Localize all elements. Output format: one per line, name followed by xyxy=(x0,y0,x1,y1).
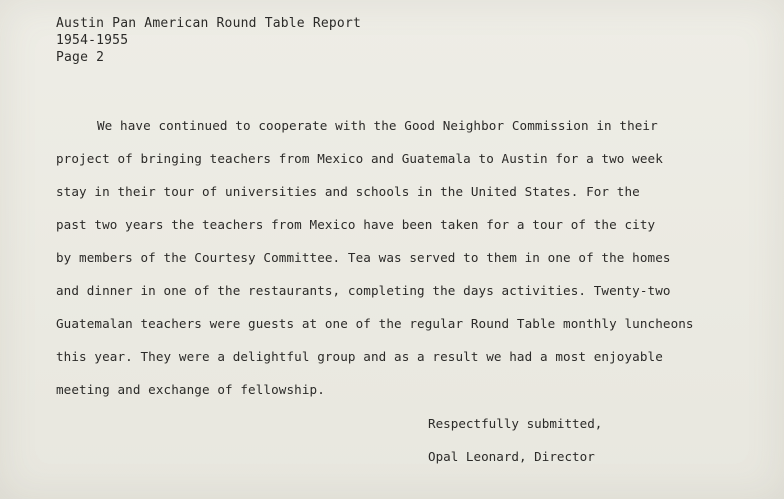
report-years: 1954-1955 xyxy=(56,33,129,48)
body-line: past two years the teachers from Mexico have been taken for a tour of the city xyxy=(56,217,656,232)
closing-salutation: Respectfully submitted, xyxy=(428,416,603,431)
report-header xyxy=(56,15,361,66)
page-number: Page 2 xyxy=(56,50,105,65)
body-line: project of bringing teachers from Mexico and Guatemala to Austin for a two week xyxy=(56,151,663,166)
body-line: stay in their tour of universities and schools in the United States. For the xyxy=(56,184,640,199)
closing-block xyxy=(428,414,602,480)
body-line: Guatemalan teachers were guests at one of the regular Round Table monthly luncheons xyxy=(56,316,694,331)
signature-line: Opal Leonard, Director xyxy=(428,449,595,464)
body-paragraph xyxy=(56,116,746,413)
body-line: and dinner in one of the restaurants, completing the days activities. Twenty-two xyxy=(56,283,671,298)
body-line: We have continued to cooperate with the Good Neighbor Commission in their xyxy=(97,118,658,133)
body-line: meeting and exchange of fellowship. xyxy=(56,382,325,397)
body-line: by members of the Courtesy Committee. Tea was served to them in one of the homes xyxy=(56,250,671,265)
body-line: this year. They were a delightful group and as a result we had a most enjoyable xyxy=(56,349,663,364)
report-title: Austin Pan American Round Table Report xyxy=(56,16,362,31)
